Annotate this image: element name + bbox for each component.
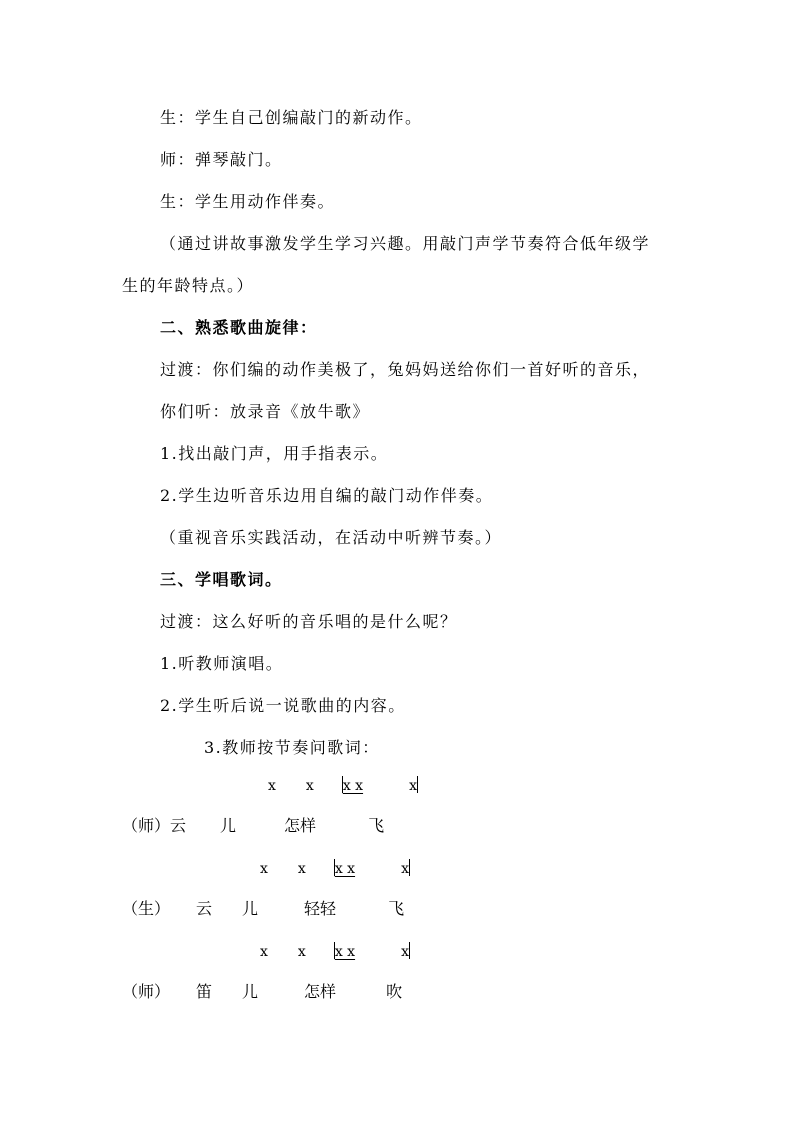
rhythm-note: x: [409, 778, 417, 794]
lyric-word: 怎样: [284, 816, 317, 835]
list-item-teacher-sing: 1.听教师演唱。: [160, 654, 284, 673]
lyric-word: 儿: [242, 982, 259, 1001]
lyric-word: 轻轻: [304, 899, 337, 918]
paragraph-student-accompany: 生：学生用动作伴奏。: [160, 192, 336, 211]
lyric-role: （师）: [122, 982, 171, 1001]
bar-line: [409, 942, 410, 959]
section-heading-melody: 二、熟悉歌曲旋律：: [160, 318, 318, 337]
lyric-word: 怎样: [304, 982, 337, 1001]
paragraph-listen-recording: 你们听：放录音《放牛歌》: [160, 402, 371, 421]
lyric-role: （师）: [122, 816, 171, 835]
list-item-student-describe: 2.学生听后说一说歌曲的内容。: [160, 696, 406, 715]
rhythm-eighth-pair: x x: [342, 778, 364, 794]
rhythm-row: [268, 776, 418, 795]
rhythm-note: x: [401, 861, 409, 877]
rhythm-note: x: [260, 944, 268, 960]
lyric-word: 儿: [220, 816, 237, 835]
lyric-word: 儿: [242, 899, 259, 918]
lyric-word: 吹: [386, 982, 403, 1001]
lyric-word: 笛: [196, 982, 213, 1001]
rhythm-note: x: [401, 944, 409, 960]
paragraph-student-create: 生：学生自己创编敲门的新动作。: [160, 108, 423, 127]
rhythm-note: x: [260, 861, 268, 877]
rhythm-note: x: [268, 778, 276, 794]
rhythm-row: [260, 859, 410, 878]
bar-line: [409, 859, 410, 876]
lyric-word: 飞: [388, 899, 405, 918]
rhythm-note: x: [297, 944, 306, 960]
list-item-rhythm-questions: 3.教师按节奏问歌词：: [204, 738, 380, 757]
rhythm-note: x: [297, 861, 306, 877]
rhythm-row: [260, 942, 410, 961]
paragraph-teacher-piano: 师：弹琴敲门。: [160, 150, 283, 169]
lyric-word: 云: [196, 899, 213, 918]
list-item-find-knock: 1.找出敲门声，用手指表示。: [160, 444, 389, 463]
lyric-row: [122, 899, 404, 919]
list-item-accompany-actions: 2.学生边听音乐边用自编的敲门动作伴奏。: [160, 486, 494, 505]
paragraph-transition-music: 过渡：你们编的动作美极了，兔妈妈送给你们一首好听的音乐，: [160, 360, 651, 379]
paragraph-note-story-1: （通过讲故事激发学生学习兴趣。用敲门声学节奏符合低年级学: [160, 234, 651, 253]
paragraph-note-practice: （重视音乐实践活动，在活动中听辨节奏。）: [160, 528, 503, 547]
section-heading-lyrics: 三、学唱歌词。: [160, 570, 283, 589]
paragraph-transition-lyrics: 过渡：这么好听的音乐唱的是什么呢？: [160, 612, 458, 631]
bar-line: [417, 776, 418, 793]
paragraph-note-story-2: 生的年龄特点。）: [122, 276, 255, 295]
rhythm-eighth-pair: x x: [334, 944, 356, 960]
rhythm-eighth-pair: x x: [334, 861, 356, 877]
lyric-row: [122, 982, 402, 1002]
lyric-word: 飞: [368, 816, 385, 835]
lyric-role: （生）: [122, 899, 171, 918]
lyric-row: [122, 816, 384, 836]
lyric-word: 云: [170, 816, 187, 835]
rhythm-note: x: [305, 778, 314, 794]
